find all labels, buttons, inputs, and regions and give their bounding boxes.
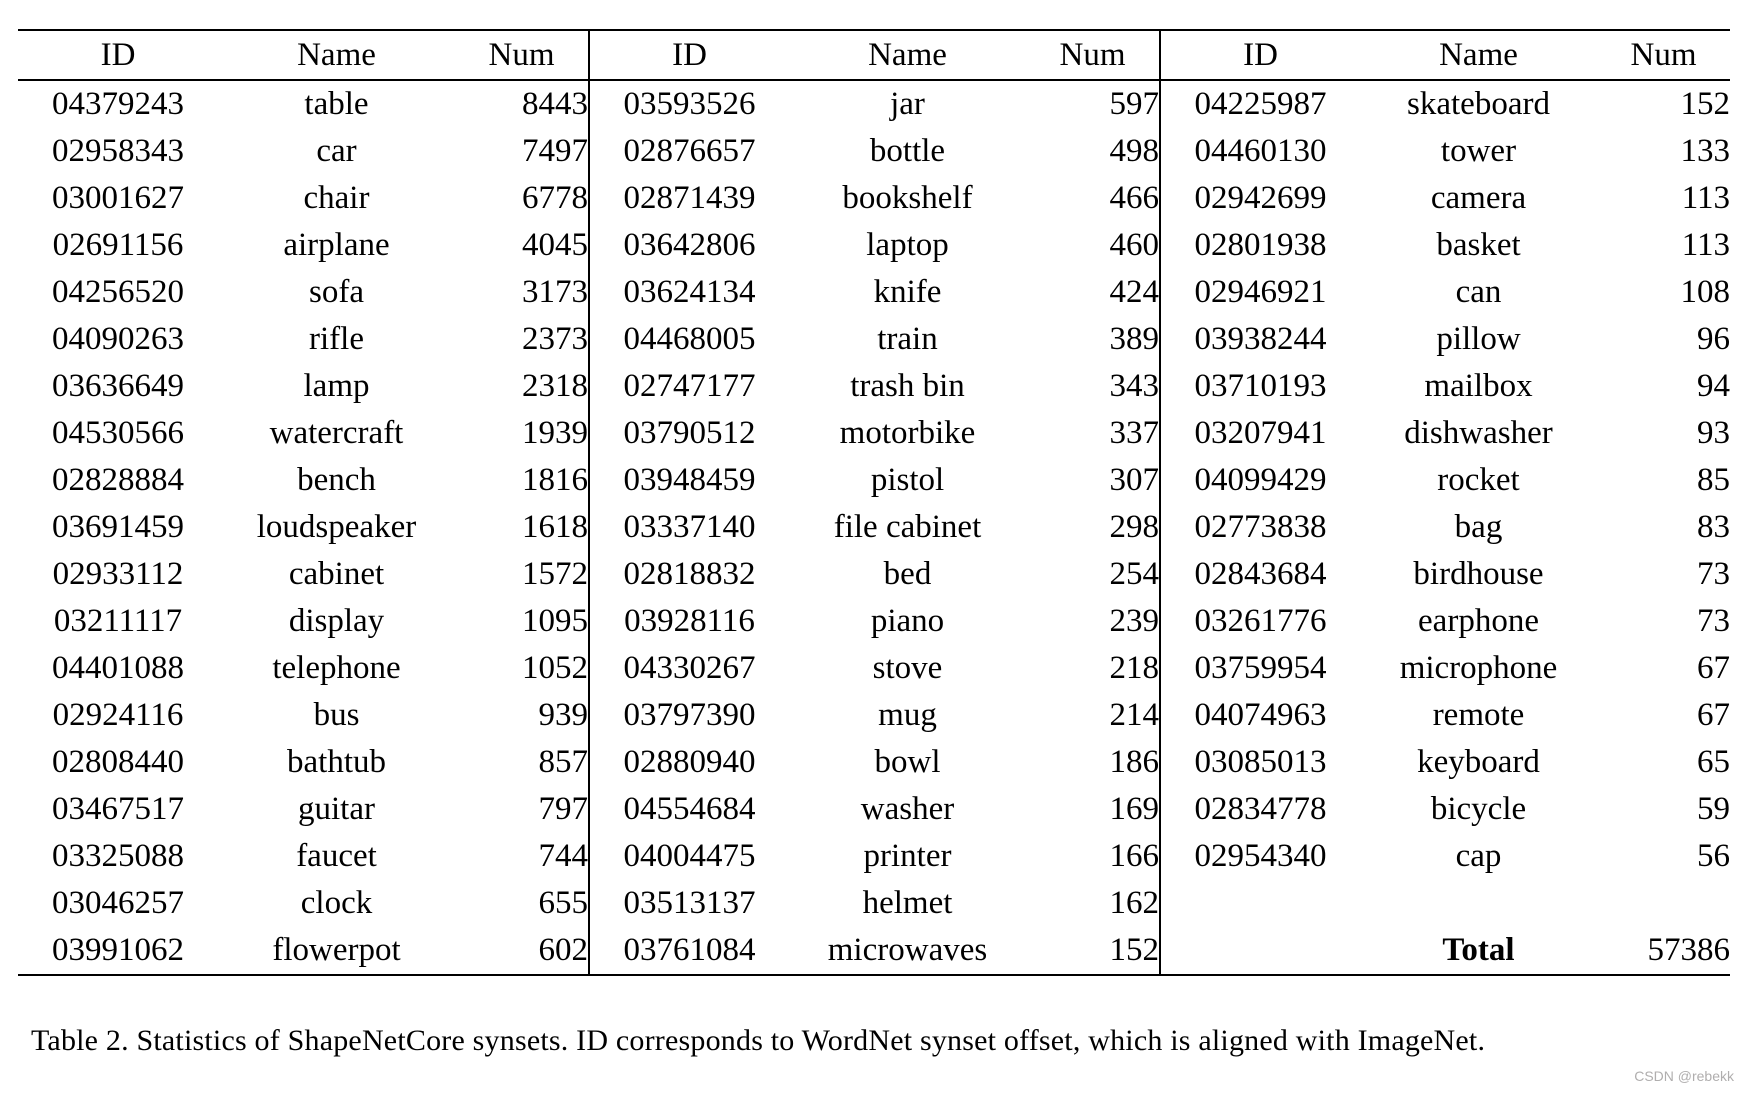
cell-id: 04401088 bbox=[52, 650, 184, 686]
cell-name: clock bbox=[300, 885, 373, 921]
cell-num: 857 bbox=[538, 744, 588, 780]
cell-id: 02880940 bbox=[589, 739, 789, 786]
cell-id: 03759954 bbox=[1160, 645, 1360, 692]
cell-name: printer bbox=[863, 838, 952, 874]
cell-id: 03085013 bbox=[1160, 739, 1360, 786]
table-body bbox=[18, 80, 1730, 975]
cell-id: 03991062 bbox=[52, 932, 184, 968]
cell-id: 02942699 bbox=[1160, 175, 1360, 222]
cell-id: 02773838 bbox=[1160, 504, 1360, 551]
cell-id: 03325088 bbox=[52, 838, 184, 874]
cell-num: 218 bbox=[1109, 650, 1159, 686]
header-num: Num bbox=[1059, 36, 1126, 73]
cell-name: file cabinet bbox=[833, 509, 982, 545]
cell-num: 6778 bbox=[522, 180, 588, 216]
header-name: Name bbox=[297, 36, 376, 73]
cell-num: 744 bbox=[538, 838, 588, 874]
cell-num: 186 bbox=[1109, 744, 1159, 780]
cell-id: 03691459 bbox=[52, 509, 184, 545]
cell-id: 03642806 bbox=[589, 222, 789, 269]
cell-num: 1939 bbox=[522, 415, 588, 451]
cell-num: 85 bbox=[1697, 462, 1730, 498]
cell-name: guitar bbox=[298, 791, 375, 827]
cell-id: 02747177 bbox=[589, 363, 789, 410]
cell-name: bowl bbox=[874, 744, 941, 780]
cell-name: cap bbox=[1455, 838, 1502, 874]
cell-name: mug bbox=[878, 697, 937, 733]
cell-num: 152 bbox=[1680, 86, 1730, 122]
cell-name: faucet bbox=[296, 838, 377, 874]
cell-name: skateboard bbox=[1407, 86, 1550, 122]
cell-name: keyboard bbox=[1417, 744, 1540, 780]
cell-id: 03593526 bbox=[589, 80, 789, 128]
cell-num: 466 bbox=[1109, 180, 1159, 216]
cell-name: motorbike bbox=[839, 415, 976, 451]
header-name: Name bbox=[868, 36, 947, 73]
cell-id: 03710193 bbox=[1160, 363, 1360, 410]
cell-name: bench bbox=[297, 462, 376, 498]
table-caption: Table 2. Statistics of ShapeNetCore synsets. ID corresponds to WordNet synset offset, which is aligned with ImageNet. bbox=[31, 1024, 1486, 1057]
cell-num: 239 bbox=[1109, 603, 1159, 639]
cell-num: 1618 bbox=[522, 509, 588, 545]
cell-id: 04256520 bbox=[52, 274, 184, 310]
cell-name: stove bbox=[872, 650, 943, 686]
cell-id: 03624134 bbox=[589, 269, 789, 316]
cell-id: 03211117 bbox=[53, 603, 183, 639]
table-row bbox=[18, 316, 1730, 363]
cell-num: 94 bbox=[1697, 368, 1730, 404]
cell-name: airplane bbox=[283, 227, 390, 263]
cell-id: 04090263 bbox=[52, 321, 184, 357]
header-id: ID bbox=[589, 30, 789, 80]
cell-num: 597 bbox=[1109, 86, 1159, 122]
cell-name: can bbox=[1455, 274, 1502, 310]
total-value: 57386 bbox=[1647, 932, 1730, 968]
cell-id: 04530566 bbox=[52, 415, 184, 451]
cell-name: piano bbox=[870, 603, 945, 639]
table-row bbox=[18, 645, 1730, 692]
header-id: ID bbox=[100, 36, 136, 73]
cell-num: 797 bbox=[538, 791, 588, 827]
synset-statistics-table bbox=[18, 29, 1730, 976]
cell-name: train bbox=[877, 321, 938, 357]
header-num: Num bbox=[1630, 36, 1697, 73]
cell-name: car bbox=[316, 133, 357, 169]
cell-id: 03046257 bbox=[52, 885, 184, 921]
table-row bbox=[18, 363, 1730, 410]
table-row bbox=[18, 504, 1730, 551]
cell-id: 03938244 bbox=[1160, 316, 1360, 363]
cell-id: 02828884 bbox=[52, 462, 184, 498]
cell-id: 03207941 bbox=[1160, 410, 1360, 457]
cell-id: 03636649 bbox=[52, 368, 184, 404]
cell-name: helmet bbox=[862, 885, 953, 921]
cell-name: bookshelf bbox=[842, 180, 973, 216]
cell-name: bed bbox=[883, 556, 932, 592]
cell-num: 133 bbox=[1680, 133, 1730, 169]
cell-id: 03797390 bbox=[589, 692, 789, 739]
cell-id: 02876657 bbox=[589, 128, 789, 175]
cell-name: bus bbox=[313, 697, 360, 733]
cell-id: 04099429 bbox=[1160, 457, 1360, 504]
cell-name: pistol bbox=[870, 462, 945, 498]
table-row bbox=[18, 786, 1730, 833]
cell-num: 298 bbox=[1109, 509, 1159, 545]
cell-id bbox=[1160, 927, 1360, 975]
cell-num: 939 bbox=[538, 697, 588, 733]
cell-id: 03790512 bbox=[589, 410, 789, 457]
cell-name: microwaves bbox=[827, 932, 988, 968]
total-label: Total bbox=[1442, 932, 1515, 968]
cell-num bbox=[1597, 880, 1730, 927]
cell-name: chair bbox=[303, 180, 370, 216]
table-header-row bbox=[18, 30, 1730, 80]
cell-num: 337 bbox=[1109, 415, 1159, 451]
cell-num: 73 bbox=[1697, 603, 1730, 639]
cell-num: 254 bbox=[1109, 556, 1159, 592]
cell-num: 59 bbox=[1697, 791, 1730, 827]
table-row bbox=[18, 551, 1730, 598]
table-row bbox=[18, 175, 1730, 222]
table-row bbox=[18, 880, 1730, 927]
cell-num: 113 bbox=[1681, 180, 1730, 216]
cell-num: 7497 bbox=[522, 133, 588, 169]
cell-id: 02924116 bbox=[52, 697, 184, 733]
cell-name: tower bbox=[1440, 133, 1517, 169]
cell-name: bicycle bbox=[1430, 791, 1527, 827]
cell-num: 389 bbox=[1109, 321, 1159, 357]
cell-num: 3173 bbox=[522, 274, 588, 310]
cell-num: 602 bbox=[538, 932, 588, 968]
cell-id: 04074963 bbox=[1160, 692, 1360, 739]
cell-num: 108 bbox=[1680, 274, 1730, 310]
cell-id: 03261776 bbox=[1160, 598, 1360, 645]
cell-name: telephone bbox=[272, 650, 401, 686]
cell-num: 343 bbox=[1109, 368, 1159, 404]
cell-num: 8443 bbox=[522, 86, 588, 122]
cell-id: 03513137 bbox=[589, 880, 789, 927]
cell-id: 03337140 bbox=[589, 504, 789, 551]
cell-name: watercraft bbox=[269, 415, 404, 451]
table-row bbox=[18, 833, 1730, 880]
cell-id: 02954340 bbox=[1160, 833, 1360, 880]
table-row bbox=[18, 222, 1730, 269]
cell-id: 04004475 bbox=[589, 833, 789, 880]
table-row bbox=[18, 269, 1730, 316]
table-row bbox=[18, 598, 1730, 645]
cell-id: 03761084 bbox=[589, 927, 789, 975]
header-num: Num bbox=[488, 36, 555, 73]
cell-name: lamp bbox=[303, 368, 370, 404]
cell-num: 1095 bbox=[522, 603, 588, 639]
cell-name: sofa bbox=[309, 274, 364, 310]
cell-num: 1052 bbox=[522, 650, 588, 686]
cell-name: table bbox=[304, 86, 369, 122]
cell-name: mailbox bbox=[1424, 368, 1533, 404]
table-row bbox=[18, 128, 1730, 175]
cell-name: laptop bbox=[866, 227, 949, 263]
cell-num: 1816 bbox=[522, 462, 588, 498]
cell-num: 169 bbox=[1109, 791, 1159, 827]
table-row bbox=[18, 692, 1730, 739]
cell-num: 4045 bbox=[522, 227, 588, 263]
cell-num: 2318 bbox=[522, 368, 588, 404]
cell-name: washer bbox=[860, 791, 955, 827]
cell-id: 04330267 bbox=[589, 645, 789, 692]
cell-id: 03467517 bbox=[52, 791, 184, 827]
cell-id: 02818832 bbox=[589, 551, 789, 598]
cell-id: 02801938 bbox=[1160, 222, 1360, 269]
cell-num: 214 bbox=[1109, 697, 1159, 733]
cell-num: 113 bbox=[1681, 227, 1730, 263]
cell-name bbox=[1360, 880, 1597, 927]
header-id: ID bbox=[1160, 30, 1360, 80]
cell-num: 162 bbox=[1109, 885, 1159, 921]
cell-id: 04225987 bbox=[1160, 80, 1360, 128]
cell-name: bag bbox=[1454, 509, 1503, 545]
cell-name: birdhouse bbox=[1413, 556, 1544, 592]
cell-id: 04460130 bbox=[1160, 128, 1360, 175]
cell-name: loudspeaker bbox=[256, 509, 417, 545]
cell-num: 307 bbox=[1109, 462, 1159, 498]
header-name: Name bbox=[1439, 36, 1518, 73]
cell-id: 02808440 bbox=[52, 744, 184, 780]
cell-name: camera bbox=[1430, 180, 1527, 216]
cell-id: 03948459 bbox=[589, 457, 789, 504]
cell-num: 655 bbox=[538, 885, 588, 921]
cell-id: 02834778 bbox=[1160, 786, 1360, 833]
cell-num: 93 bbox=[1697, 415, 1730, 451]
cell-id: 04554684 bbox=[589, 786, 789, 833]
cell-name: basket bbox=[1436, 227, 1521, 263]
cell-name: flowerpot bbox=[272, 932, 401, 968]
cell-id: 02691156 bbox=[52, 227, 184, 263]
cell-id: 02946921 bbox=[1160, 269, 1360, 316]
watermark: CSDN @rebekk bbox=[1634, 1068, 1734, 1084]
cell-id: 03001627 bbox=[52, 180, 184, 216]
cell-num: 56 bbox=[1697, 838, 1730, 874]
cell-name: jar bbox=[890, 86, 925, 122]
cell-num: 73 bbox=[1697, 556, 1730, 592]
cell-num: 1572 bbox=[522, 556, 588, 592]
table-row bbox=[18, 739, 1730, 786]
cell-name: pillow bbox=[1436, 321, 1521, 357]
cell-id: 03928116 bbox=[589, 598, 789, 645]
cell-id bbox=[1160, 880, 1360, 927]
cell-num: 460 bbox=[1109, 227, 1159, 263]
table-row bbox=[18, 457, 1730, 504]
cell-id: 02843684 bbox=[1160, 551, 1360, 598]
cell-num: 83 bbox=[1697, 509, 1730, 545]
table-row bbox=[18, 927, 1730, 975]
cell-name: remote bbox=[1432, 697, 1525, 733]
cell-name: rocket bbox=[1437, 462, 1520, 498]
cell-name: bathtub bbox=[287, 744, 386, 780]
cell-name: trash bin bbox=[850, 368, 965, 404]
cell-id: 02871439 bbox=[589, 175, 789, 222]
cell-name: dishwasher bbox=[1404, 415, 1553, 451]
cell-name: earphone bbox=[1418, 603, 1539, 639]
cell-name: bottle bbox=[869, 133, 946, 169]
table-row bbox=[18, 80, 1730, 128]
cell-num: 498 bbox=[1109, 133, 1159, 169]
cell-num: 67 bbox=[1697, 697, 1730, 733]
cell-name: rifle bbox=[309, 321, 364, 357]
cell-name: cabinet bbox=[288, 556, 385, 592]
cell-id: 04379243 bbox=[52, 86, 184, 122]
cell-num: 65 bbox=[1697, 744, 1730, 780]
cell-num: 166 bbox=[1109, 838, 1159, 874]
cell-num: 96 bbox=[1697, 321, 1730, 357]
cell-name: microphone bbox=[1399, 650, 1558, 686]
cell-num: 152 bbox=[1109, 932, 1159, 968]
table-row bbox=[18, 410, 1730, 457]
cell-name: display bbox=[288, 603, 385, 639]
cell-num: 424 bbox=[1109, 274, 1159, 310]
cell-id: 04468005 bbox=[589, 316, 789, 363]
cell-id: 02933112 bbox=[52, 556, 184, 592]
cell-id: 02958343 bbox=[52, 133, 184, 169]
cell-num: 2373 bbox=[522, 321, 588, 357]
cell-name: knife bbox=[873, 274, 942, 310]
cell-num: 67 bbox=[1697, 650, 1730, 686]
